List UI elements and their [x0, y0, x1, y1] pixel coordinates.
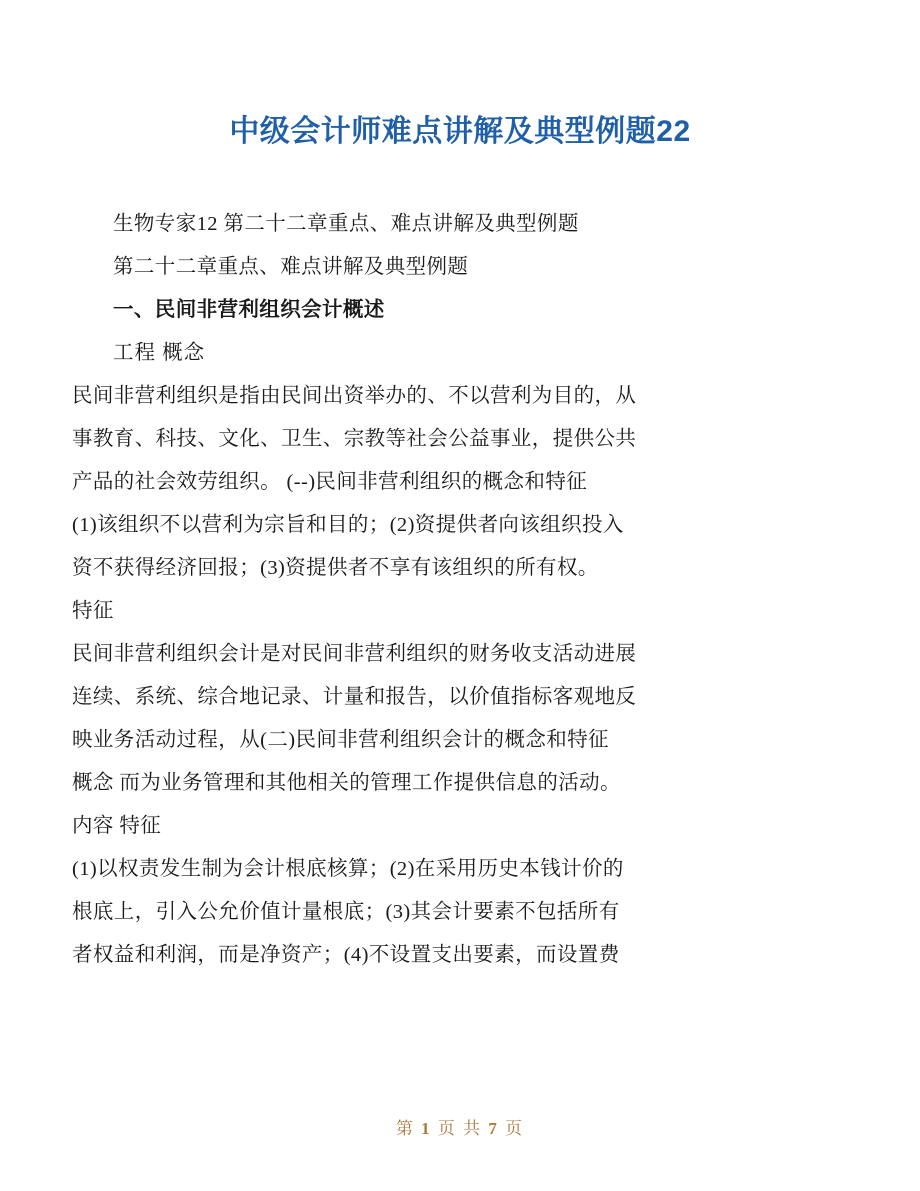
footer-current-page: 1 [421, 1119, 432, 1138]
paragraph: 特征 [72, 600, 114, 622]
footer-suffix: 页 [505, 1119, 525, 1138]
page-title: 中级会计师难点讲解及典型例题22 [229, 115, 691, 148]
paragraph: 民间非营利组织会计是对民间非营利组织的财务收支活动进展 [72, 643, 637, 665]
paragraph: 民间非营利组织是指由民间出资举办的、不以营利为目的，从 [72, 385, 637, 407]
paragraph: 者权益和利润，而是净资产；(4)不设置支出要素，而设置费 [72, 944, 620, 966]
paragraph: 根底上，引入公允价值计量根底；(3)其会计要素不包括所有 [72, 901, 620, 923]
paragraph: 连续、系统、综合地记录、计量和报告，以价值指标客观地反 [72, 686, 637, 708]
paragraph: 概念 而为业务管理和其他相关的管理工作提供信息的活动。 [72, 772, 621, 794]
paragraph: 产品的社会效劳组织。 (--)民间非营利组织的概念和特征 [72, 471, 588, 493]
paragraph: 映业务活动过程，从(二)民间非营利组织会计的概念和特征 [72, 729, 609, 751]
footer-total-pages: 7 [488, 1119, 499, 1138]
paragraph: 第二十二章重点、难点讲解及典型例题 [113, 256, 469, 278]
page-footer [0, 1114, 920, 1139]
section-heading: 一、民间非营利组织会计概述 [113, 299, 385, 321]
paragraph: 事教育、科技、文化、卫生、宗教等社会公益事业，提供公共 [72, 428, 637, 450]
paragraph: 资不获得经济回报；(3)资提供者不享有该组织的所有权。 [72, 557, 599, 579]
footer-middle: 页 共 [437, 1119, 483, 1138]
document-body [72, 203, 848, 977]
paragraph: 内容 特征 [72, 815, 162, 837]
footer-prefix: 第 [395, 1119, 415, 1138]
paragraph: 生物专家12 第二十二章重点、难点讲解及典型例题 [113, 213, 579, 235]
paragraph: 工程 概念 [113, 342, 206, 364]
paragraph: (1)该组织不以营利为宗旨和目的；(2)资提供者向该组织投入 [72, 514, 624, 536]
paragraph: (1)以权责发生制为会计根底核算；(2)在采用历史本钱计价的 [72, 858, 624, 880]
